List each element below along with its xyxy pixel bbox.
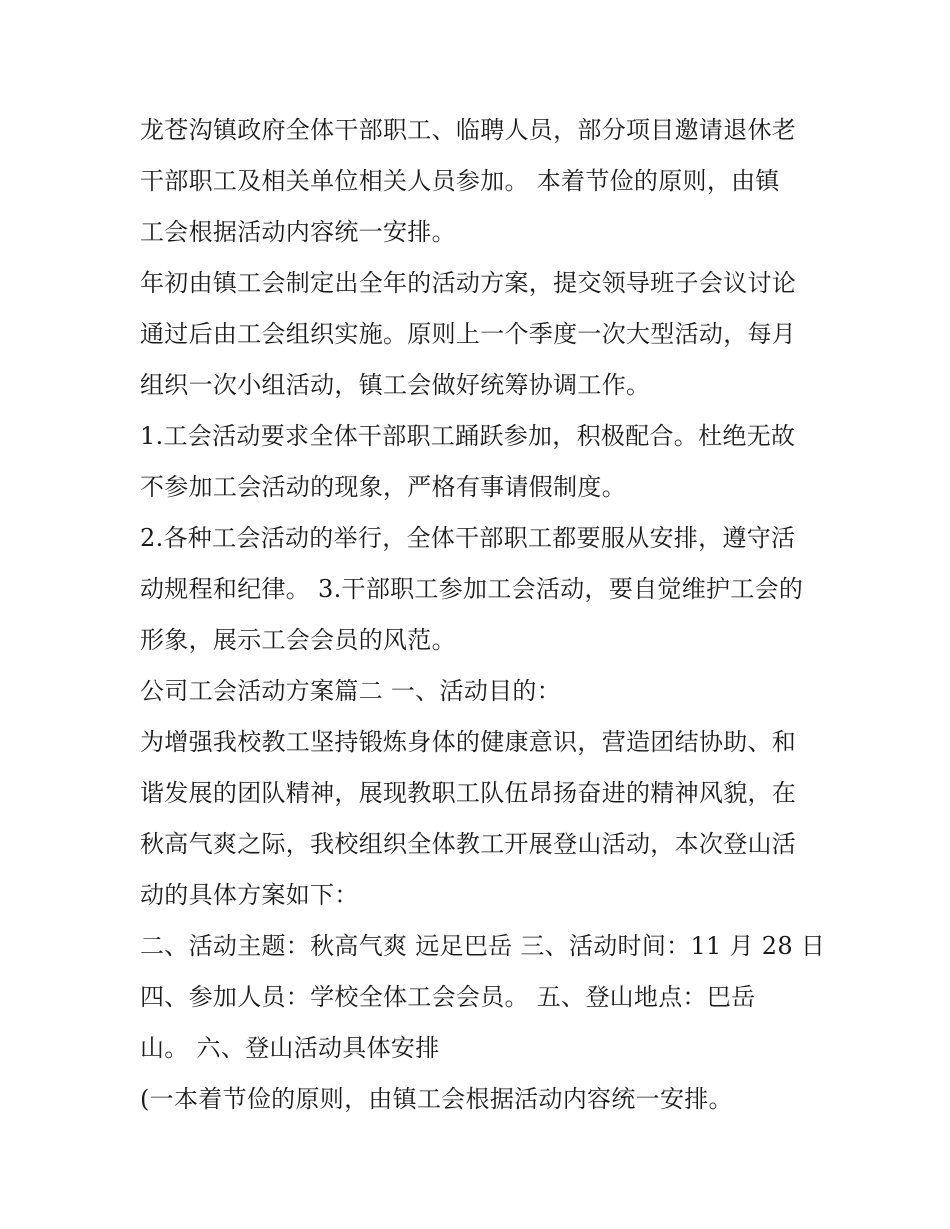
text-line: 二、活动主题：秋高气爽 远足巴岳 三、活动时间：11 月 28 日 xyxy=(140,932,826,960)
text-line: 动的具体方案如下： xyxy=(140,881,359,909)
text-line: 龙苍沟镇政府全体干部职工、临聘人员，部分项目邀请退休老 xyxy=(140,116,797,144)
text-line: 2.各种工会活动的举行，全体干部职工都要服从安排，遵守活 xyxy=(140,524,796,552)
text-line: 年初由镇工会制定出全年的活动方案，提交领导班子会议讨论 xyxy=(140,269,797,297)
document-body xyxy=(140,105,826,1125)
text-line: 秋高气爽之际，我校组织全体教工开展登山活动，本次登山活 xyxy=(140,830,797,858)
text-line: 组织一次小组活动，镇工会做好统筹协调工作。 xyxy=(140,371,651,399)
text-line: 干部职工及相关单位相关人员参加。 本着节俭的原则，由镇 xyxy=(140,167,780,195)
text-line: 谐发展的团队精神，展现教职工队伍昂扬奋进的精神风貌，在 xyxy=(140,779,797,807)
text-line: 1.工会活动要求全体干部职工踊跃参加，积极配合。杜绝无故 xyxy=(140,422,796,450)
text-line: 为增强我校教工坚持锻炼身体的健康意识，营造团结协助、和 xyxy=(140,728,797,756)
text-line: (一本着节俭的原则，由镇工会根据活动内容统一安排。 xyxy=(140,1085,733,1113)
text-line: 工会根据活动内容统一安排。 xyxy=(140,218,456,246)
text-line: 不参加工会活动的现象，严格有事请假制度。 xyxy=(140,473,626,501)
text-line: 山。 六、登山活动具体安排 xyxy=(140,1034,440,1062)
section-heading: 公司工会活动方案篇二 一、活动目的： xyxy=(140,677,562,705)
text-line: 动规程和纪律。 3.干部职工参加工会活动，要自觉维护工会的 xyxy=(140,575,804,603)
text-line: 形象，展示工会会员的风范。 xyxy=(140,626,456,654)
text-line: 四、参加人员：学校全体工会会员。 五、登山地点：巴岳 xyxy=(140,983,756,1011)
text-line: 通过后由工会组织实施。原则上一个季度一次大型活动，每月 xyxy=(140,320,797,348)
